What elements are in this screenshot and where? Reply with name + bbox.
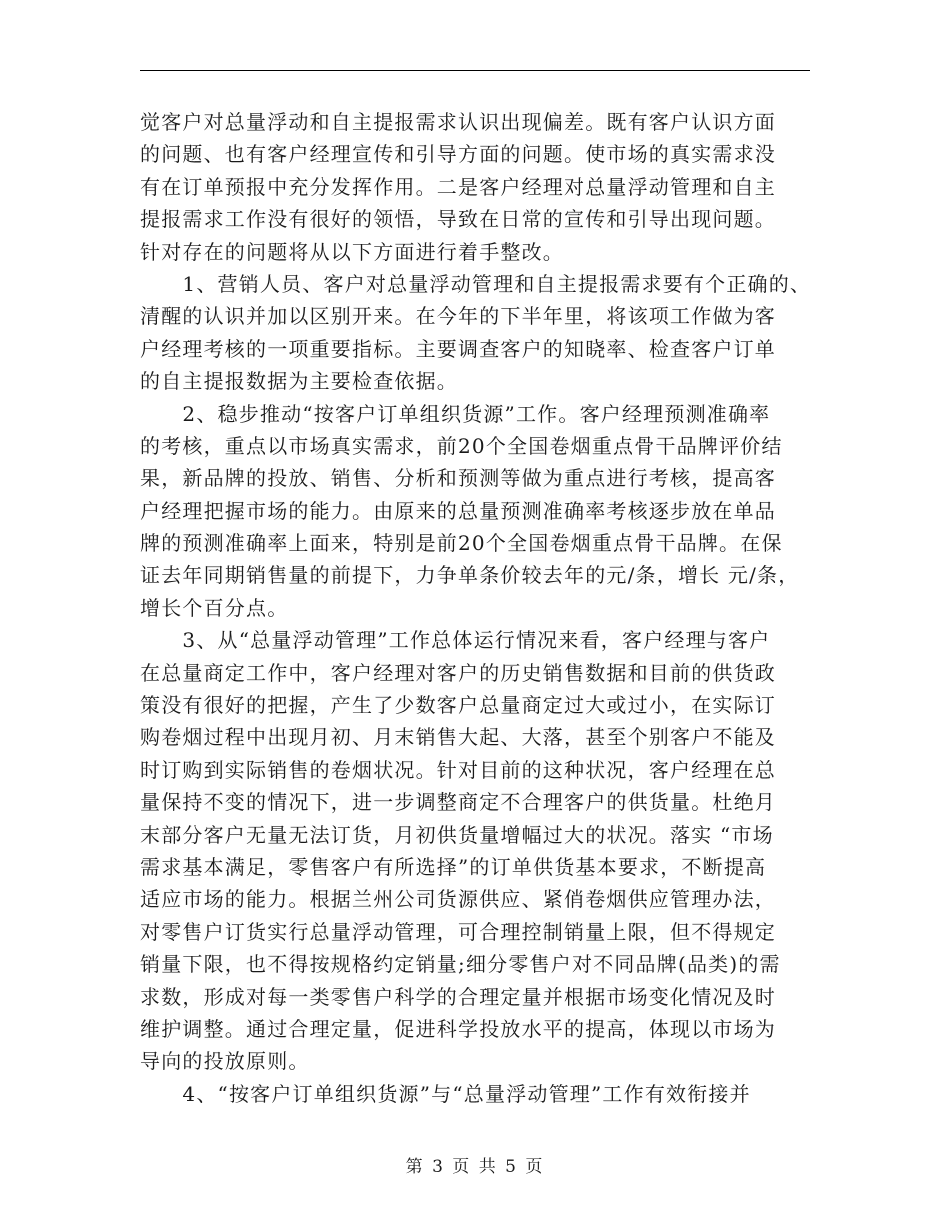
text-line: 户经理把握市场的能力。由原来的总量预测准确率考核逐步放在单品 <box>140 498 776 523</box>
text-line: 户经理考核的一项重要指标。主要调查客户的知晓率、检查客户订单 <box>140 336 776 361</box>
text-line: 适应市场的能力。根据兰州公司货源供应、紧俏卷烟供应管理办法， <box>140 887 776 912</box>
text-line: 策没有很好的把握，产生了少数客户总量商定过大或过小，在实际订 <box>140 693 776 718</box>
text-line: 末部分客户无量无法订货，月初供货量增幅过大的状况。落实 “市场 <box>140 822 774 847</box>
text-line: 觉客户对总量浮动和自主提报需求认识出现偏差。既有客户认识方面 <box>140 110 776 134</box>
text-line: 购卷烟过程中出现月初、月末销售大起、大落，甚至个别客户不能及 <box>140 725 776 750</box>
text-line: 销量下限，也不得按规格约定销量;细分零售户对不同品牌(品类)的需 <box>140 952 781 977</box>
text-line: 需求基本满足，零售客户有所选择”的订单供货基本要求，不断提高 <box>140 854 767 879</box>
text-line: 提报需求工作没有很好的领悟，导致在日常的宣传和引导出现问题。 <box>140 207 776 232</box>
page-footer: 第 3 页 共 5 页 <box>405 1157 545 1177</box>
text-line: 证去年同期销售量的前提下，力争单条价较去年的元/条，增长 元/条， <box>140 563 800 588</box>
text-line: 针对存在的问题将从以下方面进行着手整改。 <box>140 239 564 264</box>
text-line: 的问题、也有客户经理宣传和引导方面的问题。使市场的真实需求没 <box>140 142 776 167</box>
text-line: 量保持不变的情况下，进一步调整商定不合理客户的供货量。杜绝月 <box>140 790 776 815</box>
text-line: 对零售户订货实行总量浮动管理，可合理控制销量上限，但不得规定 <box>140 919 776 944</box>
document-body <box>140 106 820 1110</box>
text-line: 的自主提报数据为主要检查依据。 <box>140 369 458 394</box>
text-line: 的考核，重点以市场真实需求，前20个全国卷烟重点骨干品牌评价结 <box>140 433 783 458</box>
text-line: 1、营销人员、客户对总量浮动管理和自主提报需求要有个正确的、 <box>140 271 812 296</box>
header-rule <box>140 70 810 71</box>
text-line: 求数，形成对每一类零售户科学的合理定量并根据市场变化情况及时 <box>140 984 776 1009</box>
text-line: 3、从“总量浮动管理”工作总体运行情况来看，客户经理与客户 <box>140 628 771 653</box>
text-line: 维护调整。通过合理定量，促进科学投放水平的提高，体现以市场为 <box>140 1016 776 1041</box>
text-line: 牌的预测准确率上面来，特别是前20个全国卷烟重点骨干品牌。在保 <box>140 531 783 556</box>
text-line: 时订购到实际销售的卷烟状况。针对目前的这种状况，客户经理在总 <box>140 757 776 782</box>
text-line: 导向的投放原则。 <box>140 1049 310 1074</box>
text-line: 有在订单预报中充分发挥作用。二是客户经理对总量浮动管理和自主 <box>140 174 776 199</box>
text-line: 2、稳步推动“按客户订单组织货源”工作。客户经理预测准确率 <box>140 401 771 426</box>
text-line: 清醒的认识并加以区别开来。在今年的下半年里，将该项工作做为客 <box>140 304 776 329</box>
text-line: 4、“按客户订单组织货源”与“总量浮动管理”工作有效衔接并 <box>140 1081 751 1106</box>
text-line: 增长个百分点。 <box>140 595 289 620</box>
text-line: 在总量商定工作中，客户经理对客户的历史销售数据和目前的供货政 <box>140 660 776 685</box>
text-line: 果，新品牌的投放、销售、分析和预测等做为重点进行考核，提高客 <box>140 466 776 491</box>
